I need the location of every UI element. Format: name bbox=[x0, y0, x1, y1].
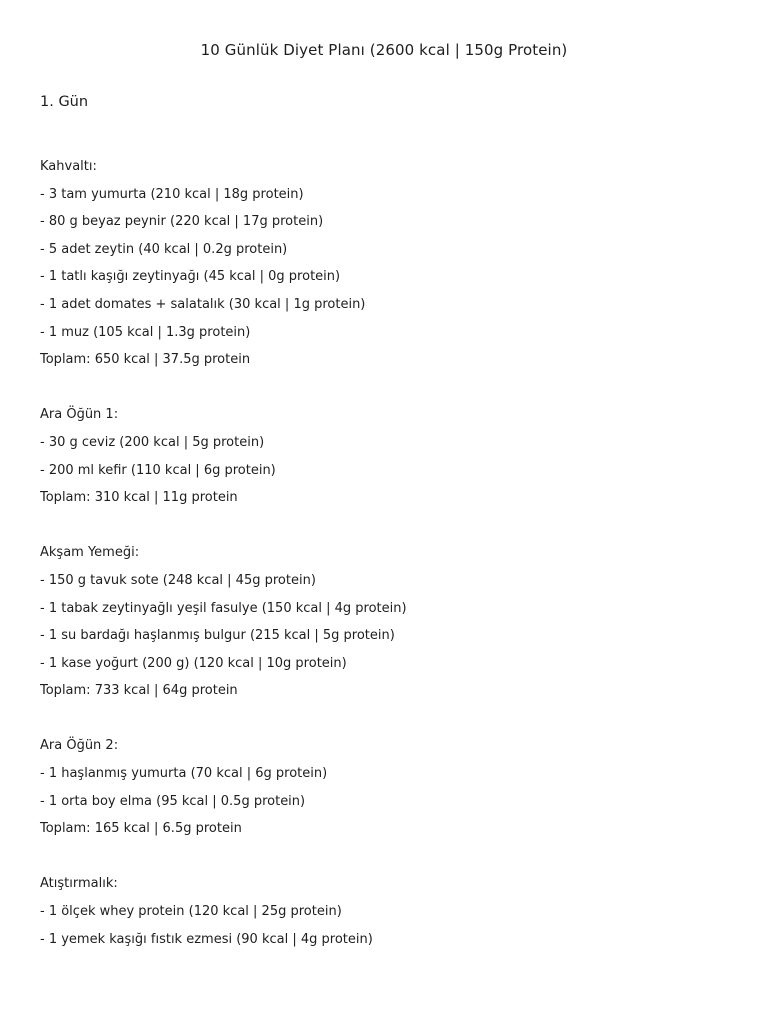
meal-item: - 1 orta boy elma (95 kcal | 0.5g protein) bbox=[40, 793, 306, 809]
meal-item: - 1 muz (105 kcal | 1.3g protein) bbox=[40, 324, 251, 340]
meal-item: - 1 ölçek whey protein (120 kcal | 25g protein) bbox=[40, 904, 342, 920]
spacer bbox=[40, 847, 740, 875]
meal-item: - 200 ml kefir (110 kcal | 6g protein) bbox=[40, 462, 276, 478]
spacer bbox=[40, 709, 740, 737]
meal-title-dinner: Akşam Yemeği: bbox=[40, 545, 140, 561]
meal-total-breakfast: Toplam: 650 kcal | 37.5g protein bbox=[40, 352, 251, 368]
meal-item: - 150 g tavuk sote (248 kcal | 45g protein) bbox=[40, 572, 316, 588]
meal-item: - 5 adet zeytin (40 kcal | 0.2g protein) bbox=[40, 241, 288, 257]
meal-item: - 1 yemek kaşığı fıstık ezmesi (90 kcal | 4g protein) bbox=[40, 931, 373, 947]
meal-title-breakfast: Kahvaltı: bbox=[40, 159, 97, 174]
meal-total-snack-1: Toplam: 310 kcal | 11g protein bbox=[40, 490, 238, 506]
meal-title-snack-1: Ara Öğün 1: bbox=[40, 407, 119, 423]
meal-section-snack-2 bbox=[40, 736, 740, 846]
day-heading: 1. Gün bbox=[40, 94, 89, 110]
meal-item: - 1 adet domates + salatalık (30 kcal | 1g protein) bbox=[40, 296, 366, 312]
meal-item: - 80 g beyaz peynir (220 kcal | 17g protein) bbox=[40, 214, 324, 230]
meal-item: - 30 g ceviz (200 kcal | 5g protein) bbox=[40, 434, 265, 450]
meal-item: - 1 haşlanmış yumurta (70 kcal | 6g protein) bbox=[40, 766, 328, 782]
meal-item: - 1 su bardağı haşlanmış bulgur (215 kcal | 5g protein) bbox=[40, 628, 395, 644]
meal-section-snacks bbox=[40, 874, 740, 957]
meal-total-snack-2: Toplam: 165 kcal | 6.5g protein bbox=[40, 821, 242, 837]
document-title: 10 Günlük Diyet Planı (2600 kcal | 150g Protein) bbox=[200, 41, 568, 59]
meal-total-dinner: Toplam: 733 kcal | 64g protein bbox=[40, 683, 238, 699]
meal-item: - 1 tatlı kaşığı zeytinyağı (45 kcal | 0g protein) bbox=[40, 269, 341, 285]
meal-item: - 1 tabak zeytinyağlı yeşil fasulye (150 kcal | 4g protein) bbox=[40, 600, 407, 616]
meal-section-snack-1 bbox=[40, 405, 740, 515]
meal-item: - 1 kase yoğurt (200 g) (120 kcal | 10g protein) bbox=[40, 655, 347, 671]
meal-title-snack-2: Ara Öğün 2: bbox=[40, 738, 119, 754]
meal-plan-content bbox=[40, 157, 740, 957]
spacer bbox=[40, 378, 740, 406]
meal-item: - 3 tam yumurta (210 kcal | 18g protein) bbox=[40, 186, 304, 202]
meal-section-dinner bbox=[40, 543, 740, 709]
spacer bbox=[40, 516, 740, 544]
meal-title-snacks: Atıştırmalık: bbox=[40, 876, 118, 892]
meal-section-breakfast bbox=[40, 157, 740, 378]
